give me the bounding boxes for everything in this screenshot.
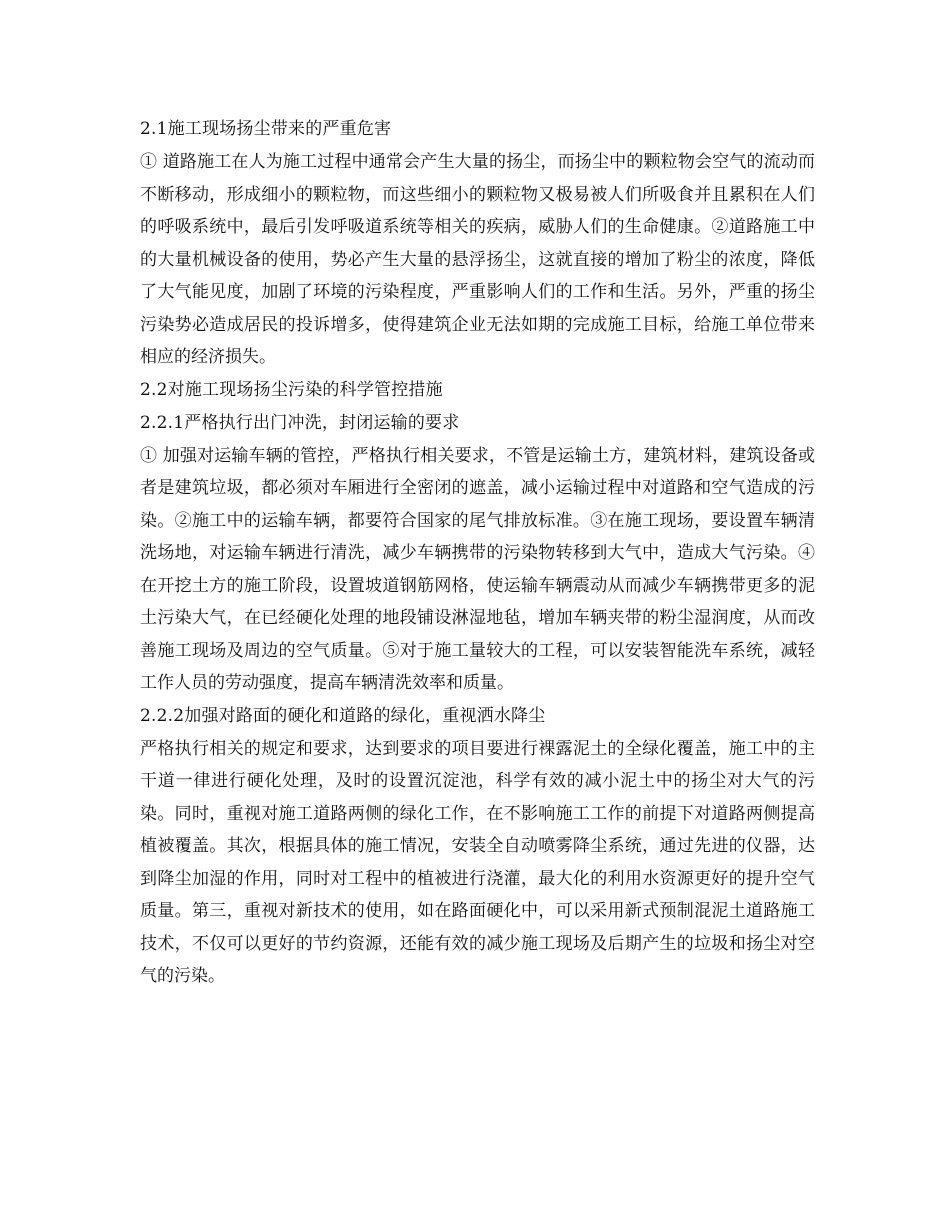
- section-paragraph-2-2-2: 严格执行相关的规定和要求，达到要求的项目要进行裸露泥土的全绿化覆盖，施工中的主干道一律进行硬化处理，及时的设置沉淀池，科学有效的减小泥土中的扬尘对大气的污染。同时，重视对施工道路两侧的绿化工作，在不影响施工工作的前提下对道路两侧提高植被覆盖。其次，根据具体的施工情况，安装全自动喷雾降尘系统，通过先进的仪器，达到降尘加湿的作用，同时对工程中的植被进行浇灌，最大化的利用水资源更好的提升空气质量。第三，重视对新技术的使用，如在路面硬化中，可以采用新式预制混泥土道路施工技术，不仅可以更好的节约资源，还能有效的减少施工现场及后期产生的垃圾和扬尘对空气的污染。: [140, 738, 815, 986]
- section-paragraph-2-2-1: ① 加强对运输车辆的管控，严格执行相关要求，不管是运输土方，建筑材料，建筑设备或者是建筑垃圾，都必须对车厢进行全密闭的遮盖，减小运输过程中对道路和空气造成的污染。②施工中的运输车辆，都要符合国家的尾气排放标准。③在施工现场，要设置车辆清洗场地，对运输车辆进行清洗，减少车辆携带的污染物转移到大气中，造成大气污染。④在开挖土方的施工阶段，设置坡道钢筋网格，使运输车辆震动从而减少车辆携带更多的泥土污染大气，在已经硬化处理的地段铺设淋湿地毡，增加车辆夹带的粉尘湿润度，从而改善施工现场及周边的空气质量。⑤对于施工量较大的工程，可以安装智能洗车系统，减轻工作人员的劳动强度，提高车辆清洗效率和质量。: [140, 445, 815, 693]
- document-page: [140, 113, 815, 993]
- section-heading-2-1: 2.1施工现场扬尘带来的严重危害: [140, 119, 392, 139]
- section-heading-2-2-2: 2.2.2加强对路面的硬化和道路的绿化，重视洒水降尘: [140, 705, 546, 726]
- section-heading-2-2-1: 2.2.1严格执行出门冲洗，封闭运输的要求: [140, 412, 460, 433]
- section-paragraph-2-1: ① 道路施工在人为施工过程中通常会产生大量的扬尘，而扬尘中的颗粒物会空气的流动而不断移动，形成细小的颗粒物，而这些细小的颗粒物又极易被人们所吸食并且累积在人们的呼吸系统中，最后引发呼吸道系统等相关的疾病，威胁人们的生命健康。②道路施工中的大量机械设备的使用，势必产生大量的悬浮扬尘，这就直接的增加了粉尘的浓度，降低了大气能见度，加剧了环境的污染程度，严重影响人们的工作和生活。另外，严重的扬尘污染势必造成居民的投诉增多，使得建筑企业无法如期的完成施工目标，给施工单位带来相应的经济损失。: [140, 152, 815, 367]
- section-heading-2-2: 2.2对施工现场扬尘污染的科学管控措施: [140, 379, 443, 400]
